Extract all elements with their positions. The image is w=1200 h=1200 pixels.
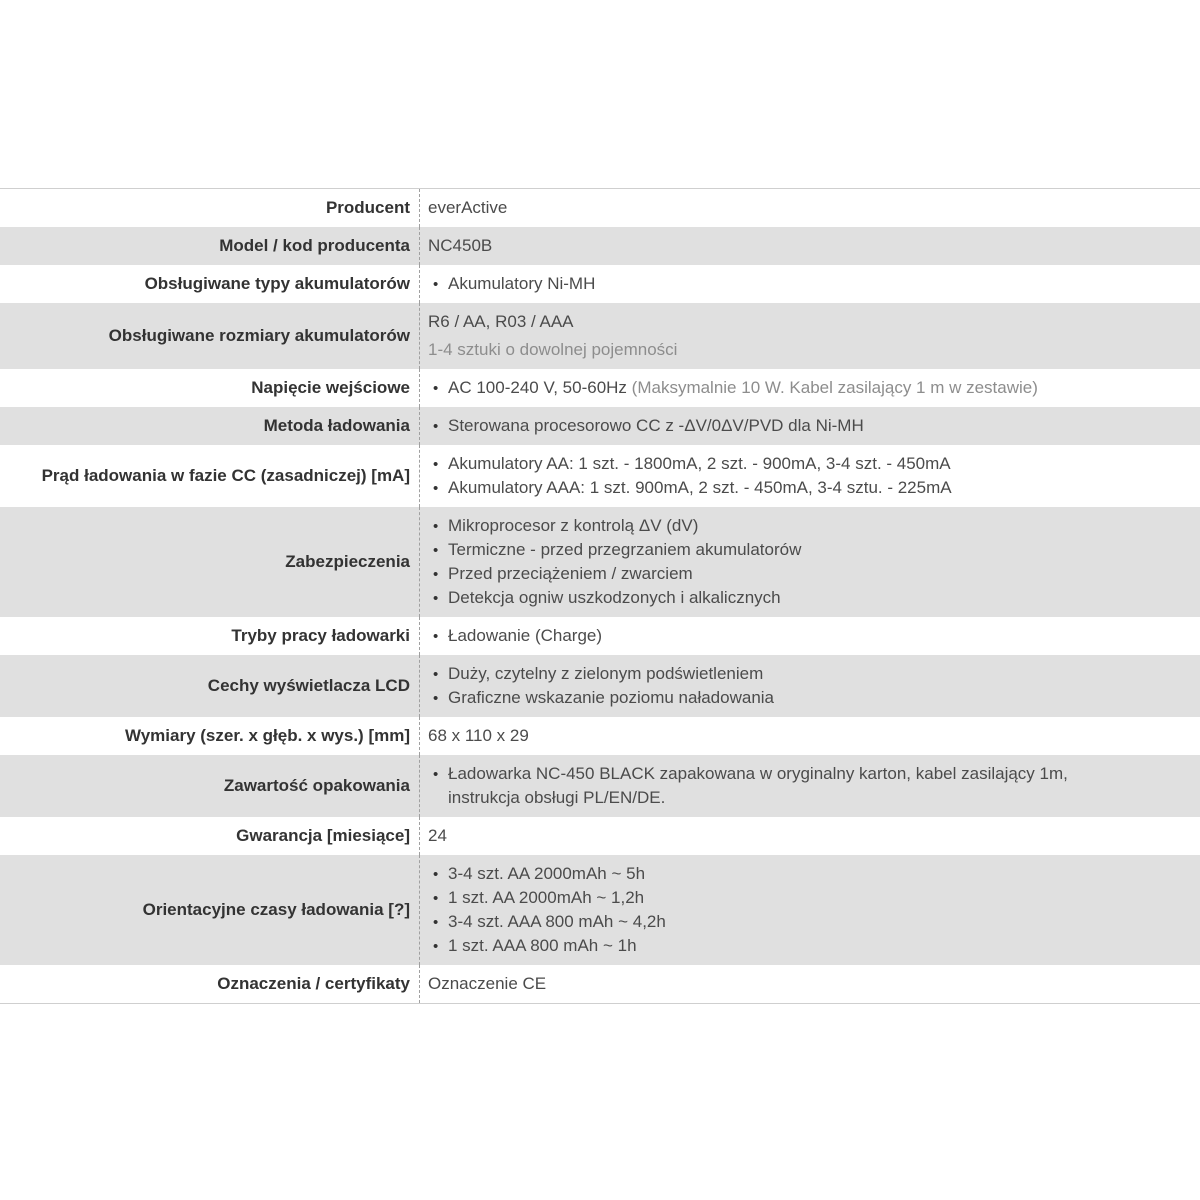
spec-value-text: Duży, czytelny z zielonym podświetleniem — [448, 664, 764, 683]
spec-row — [0, 855, 1200, 965]
spec-value-text: Przed przeciążeniem / zwarciem — [448, 564, 693, 583]
spec-value-line — [428, 562, 1130, 586]
spec-label: Prąd ładowania w fazie CC (zasadniczej) [mA] — [41, 466, 410, 485]
spec-value-text: 1-4 sztuki o dowolnej pojemności — [428, 340, 678, 359]
spec-label: Zawartość opakowania — [223, 776, 410, 795]
spec-label: Gwarancja [miesiące] — [236, 826, 410, 845]
bullet-icon: • — [433, 938, 439, 955]
spec-value-text: Termiczne - przed przegrzaniem akumulatorów — [448, 540, 802, 559]
spec-value-line — [428, 934, 1130, 958]
spec-row — [0, 189, 1200, 227]
spec-value-text: Detekcja ogniw uszkodzonych i alkalicznych — [448, 588, 781, 607]
spec-value-text: Graficzne wskazanie poziomu naładowania — [448, 688, 775, 707]
bullet-icon: • — [433, 276, 439, 293]
spec-value — [419, 445, 1200, 507]
spec-value-line — [428, 862, 1130, 886]
spec-row — [0, 445, 1200, 507]
spec-row — [0, 817, 1200, 855]
spec-value-line — [428, 196, 1130, 220]
spec-value-text: Ładowarka NC-450 BLACK zapakowana w oryginalny karton, kabel zasilający 1m, instrukcja obsługi PL/EN/DE. — [448, 764, 1068, 807]
bullet-icon: • — [433, 890, 439, 907]
spec-row — [0, 407, 1200, 445]
spec-value — [419, 617, 1200, 655]
bullet-icon: • — [433, 518, 439, 535]
spec-value-text: Sterowana procesorowo CC z -ΔV/0ΔV/PVD dla Ni-MH — [448, 416, 864, 435]
bullet-icon: • — [433, 766, 439, 783]
spec-label: Metoda ładowania — [263, 416, 410, 435]
spec-value-line — [428, 476, 1130, 500]
spec-value-line — [428, 762, 1130, 810]
spec-value-line — [428, 272, 1130, 296]
spec-value — [419, 227, 1200, 265]
spec-row — [0, 369, 1200, 407]
spec-value — [419, 407, 1200, 445]
bullet-icon: • — [433, 590, 439, 607]
spec-value-text: Akumulatory Ni-MH — [448, 274, 596, 293]
spec-value-text: 24 — [428, 826, 447, 845]
spec-value — [419, 717, 1200, 755]
spec-value-text: Mikroprocesor z kontrolą ΔV (dV) — [448, 516, 699, 535]
spec-value-line — [428, 234, 1130, 258]
bullet-icon: • — [433, 566, 439, 583]
spec-value-text: Akumulatory AAA: 1 szt. 900mA, 2 szt. - 450mA, 3-4 sztu. - 225mA — [448, 478, 952, 497]
spec-value-text: Akumulatory AA: 1 szt. - 1800mA, 2 szt. - 900mA, 3-4 szt. - 450mA — [448, 454, 951, 473]
spec-value-line — [428, 338, 1130, 362]
spec-value-line — [428, 452, 1130, 476]
spec-value-text: 3-4 szt. AAA 800 mAh ~ 4,2h — [448, 912, 666, 931]
spec-value — [419, 303, 1200, 369]
spec-value — [419, 965, 1200, 1003]
bullet-icon: • — [433, 418, 439, 435]
spec-value-line — [428, 686, 1130, 710]
spec-row — [0, 717, 1200, 755]
spec-value — [419, 855, 1200, 965]
spec-value — [419, 369, 1200, 407]
spec-value-line — [428, 972, 1130, 996]
spec-value-line — [428, 910, 1130, 934]
spec-value-text: 68 x 110 x 29 — [428, 726, 529, 745]
spec-value-text: Ładowanie (Charge) — [448, 626, 603, 645]
spec-value-text: AC 100-240 V, 50-60Hz — [448, 378, 627, 397]
spec-label: Napięcie wejściowe — [251, 378, 410, 397]
bullet-icon: • — [433, 380, 439, 397]
bullet-icon: • — [433, 542, 439, 559]
spec-value-text: 1 szt. AA 2000mAh ~ 1,2h — [448, 888, 645, 907]
spec-value-line — [428, 824, 1130, 848]
spec-value-text: R6 / AA, R03 / AAA — [428, 312, 574, 331]
spec-row — [0, 265, 1200, 303]
bullet-icon: • — [433, 628, 439, 645]
spec-label: Wymiary (szer. x głęb. x wys.) [mm] — [124, 726, 410, 745]
spec-value-line — [428, 662, 1130, 686]
spec-row — [0, 965, 1200, 1003]
spec-value-line — [428, 586, 1130, 610]
spec-value-line — [428, 724, 1130, 748]
spec-value — [419, 265, 1200, 303]
spec-value — [419, 755, 1200, 817]
spec-label: Oznaczenia / certyfikaty — [217, 974, 410, 993]
bullet-icon: • — [433, 866, 439, 883]
spec-row — [0, 755, 1200, 817]
spec-label: Orientacyjne czasy ładowania [?] — [142, 900, 410, 919]
spec-row — [0, 227, 1200, 265]
spec-value-text: everActive — [428, 198, 508, 217]
bullet-icon: • — [433, 666, 439, 683]
product-spec-table — [0, 188, 1200, 1004]
spec-label: Obsługiwane rozmiary akumulatorów — [108, 326, 410, 345]
spec-value — [419, 655, 1200, 717]
spec-row — [0, 303, 1200, 369]
spec-label: Model / kod producenta — [219, 236, 410, 255]
spec-value — [419, 817, 1200, 855]
spec-value-line — [428, 886, 1130, 910]
spec-value-note: (Maksymalnie 10 W. Kabel zasilający 1 m w zestawie) — [626, 378, 1038, 397]
spec-value-line — [428, 414, 1130, 438]
bullet-icon: • — [433, 456, 439, 473]
bullet-icon: • — [433, 480, 439, 497]
bullet-icon: • — [433, 690, 439, 707]
spec-value-line — [428, 514, 1130, 538]
spec-value-line — [428, 376, 1130, 400]
spec-label: Tryby pracy ładowarki — [231, 626, 410, 645]
spec-value-line — [428, 538, 1130, 562]
spec-row — [0, 617, 1200, 655]
spec-label: Producent — [325, 198, 410, 217]
spec-row — [0, 507, 1200, 617]
spec-value-text: 1 szt. AAA 800 mAh ~ 1h — [448, 936, 637, 955]
spec-value-line — [428, 310, 1130, 334]
spec-value-text: 3-4 szt. AA 2000mAh ~ 5h — [448, 864, 646, 883]
spec-label: Zabezpieczenia — [285, 552, 410, 571]
spec-value — [419, 189, 1200, 227]
bullet-icon: • — [433, 914, 439, 931]
spec-value-text: NC450B — [428, 236, 493, 255]
spec-value — [419, 507, 1200, 617]
spec-row — [0, 655, 1200, 717]
spec-value-line — [428, 624, 1130, 648]
spec-label: Obsługiwane typy akumulatorów — [144, 274, 410, 293]
spec-value-text: Oznaczenie CE — [428, 974, 547, 993]
spec-label: Cechy wyświetlacza LCD — [207, 676, 410, 695]
